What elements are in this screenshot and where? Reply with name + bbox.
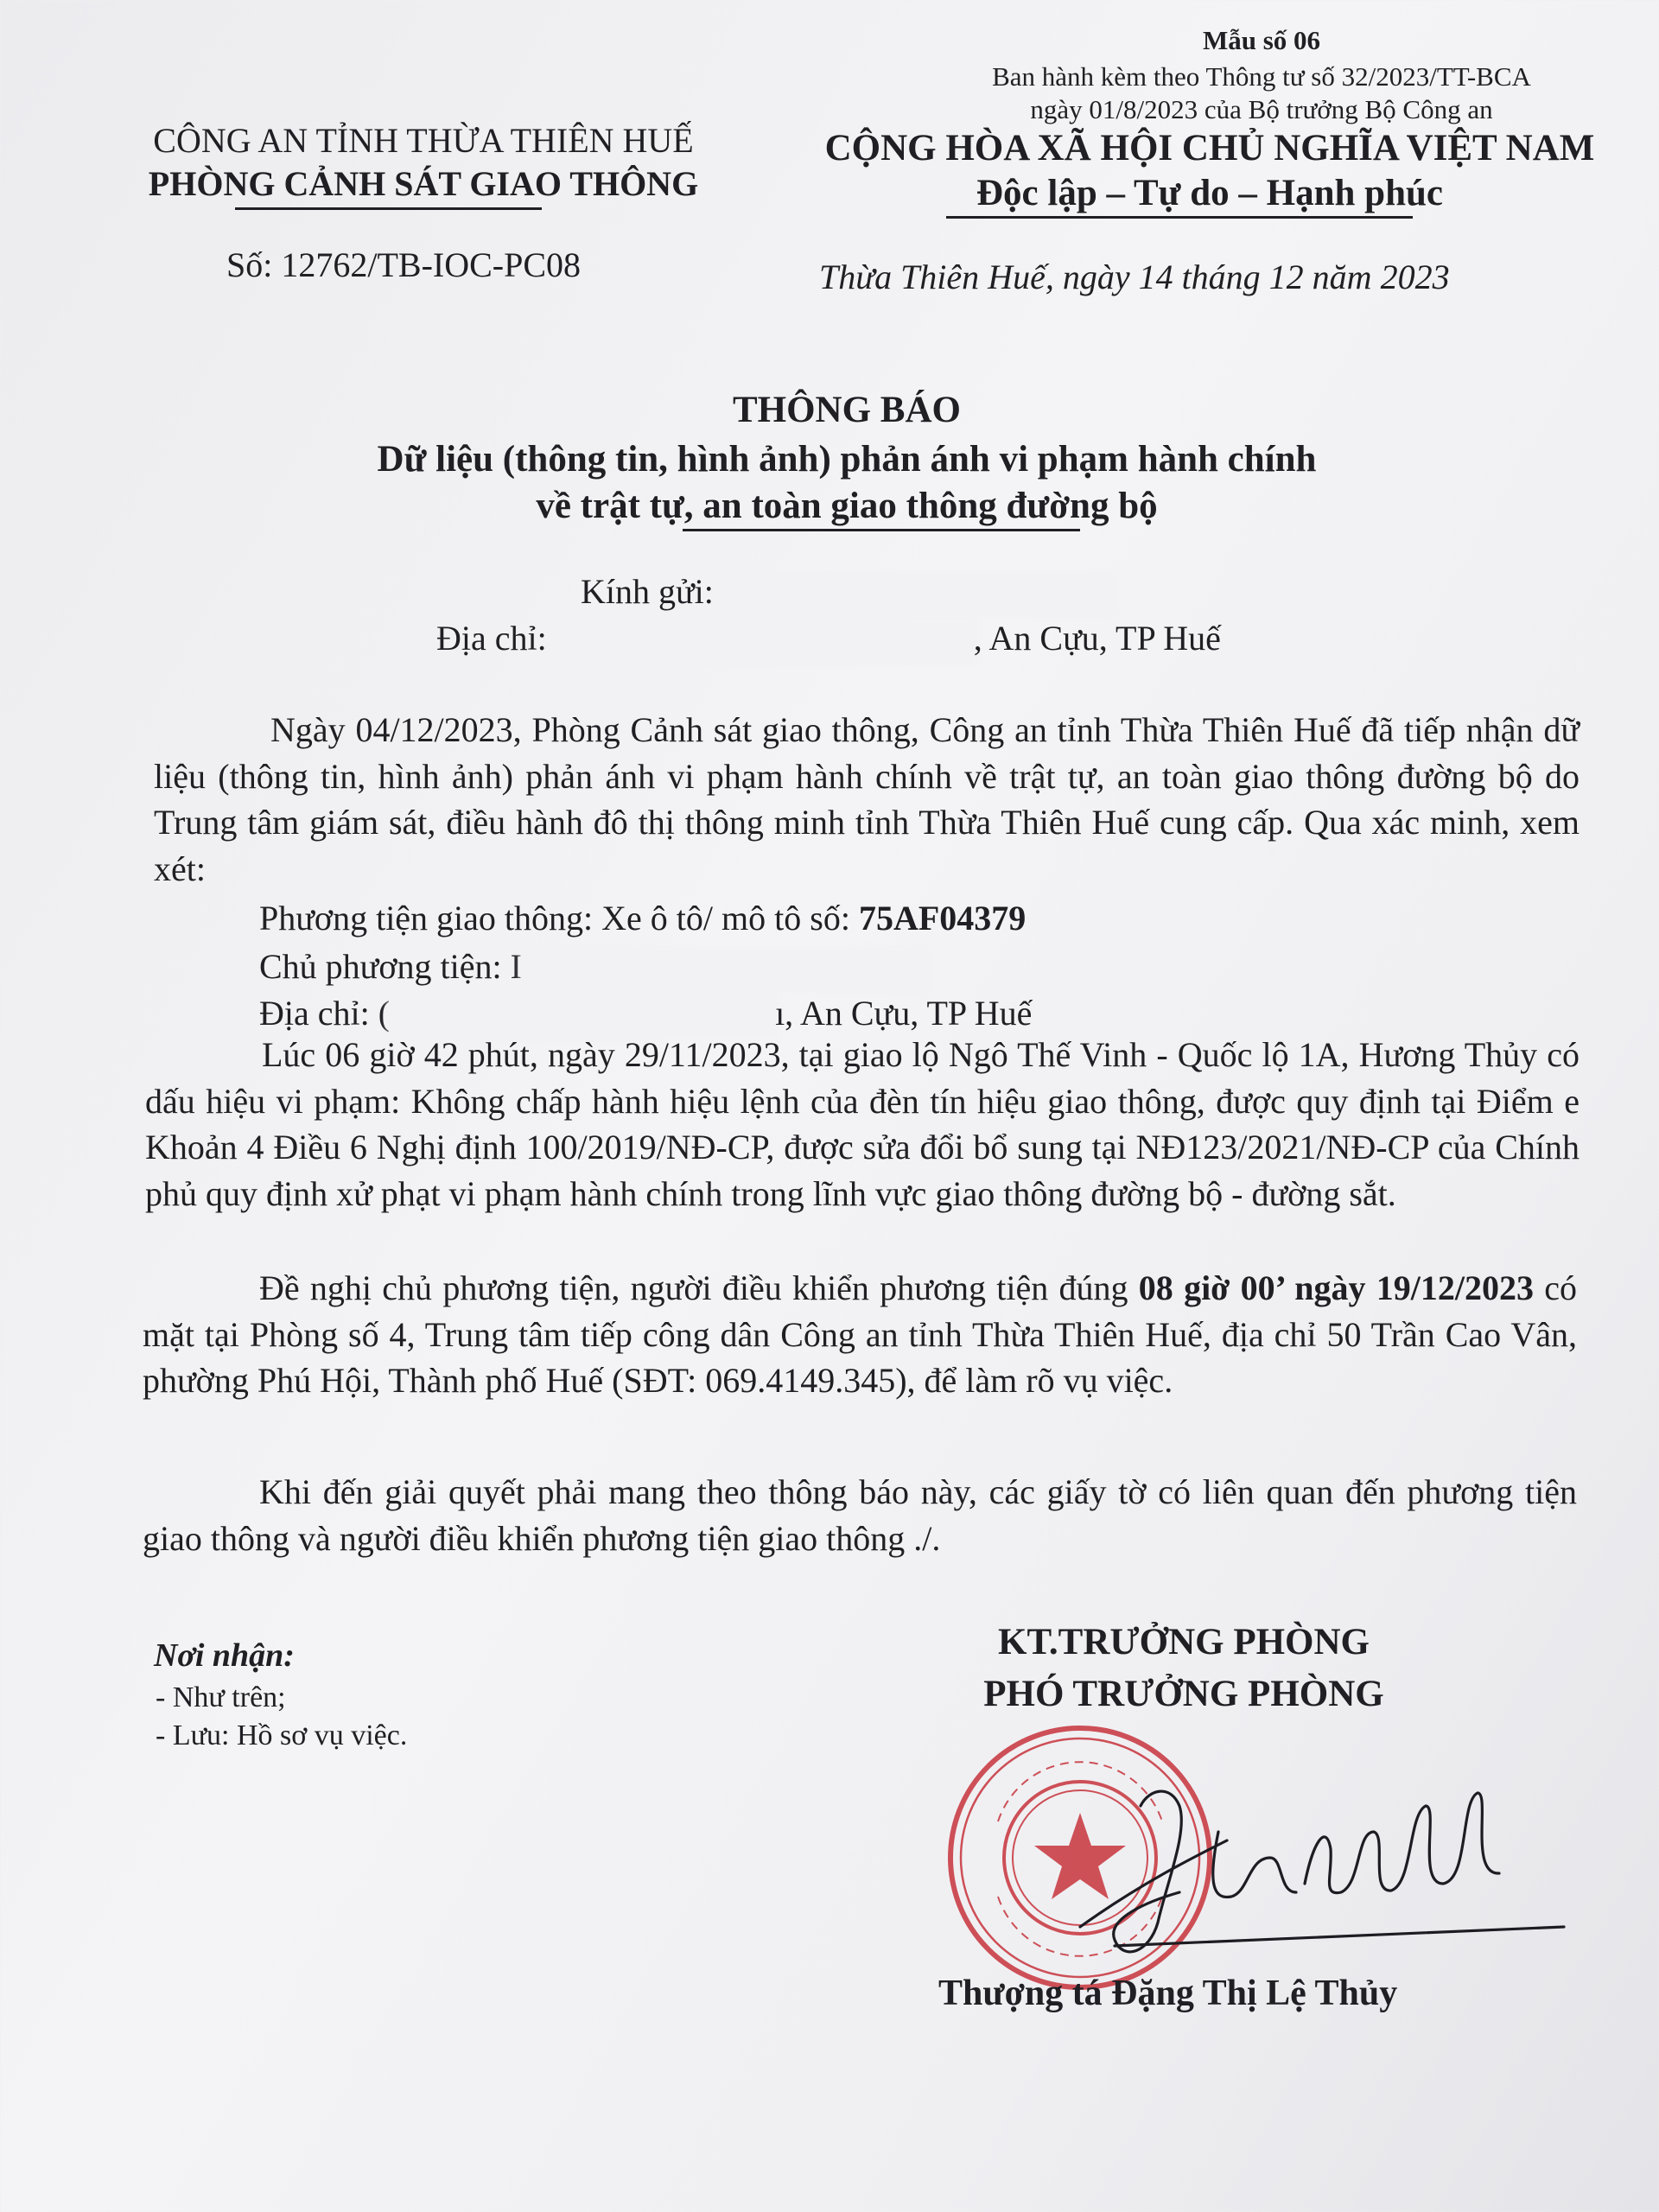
recipient-item: - Như trên; (156, 1681, 286, 1713)
redacted-name (731, 578, 1111, 613)
vehicle-label: Phương tiện giao thông: Xe ô tô/ mô tô số: (259, 899, 859, 938)
license-plate: 75AF04379 (858, 899, 1027, 938)
agency-underline (235, 207, 542, 210)
violation-text: Lúc 06 giờ 42 phút, ngày 29/11/2023, tại giao lộ Ngô Thế Vinh - Quốc lộ 1A, Hương Thủy có dấu hiệu vi phạm: Không chấp hành hiệu lệnh của đèn tín hiệu giao thông, được quy định tại Điểm e Khoản 4 Điều 6 Nghị định 100/2019/NĐ-CP, được sửa đổi bổ sung tại NĐ123/2021/NĐ-CP của Chính phủ quy định xử phạt vi phạm hành chính trong lĩnh vực giao thông đường bộ - đường sắt. (145, 1035, 1580, 1213)
form-note-line1: Ban hành kèm theo Thông tư số 32/2023/TT-BCA (992, 61, 1531, 92)
signature-title-1: KT.TRƯỞNG PHÒNG (998, 1622, 1370, 1662)
address-suffix: , An Cựu, TP Huế (973, 619, 1221, 658)
notice-subtitle-2: về trật tự, an toàn giao thông đường bộ (536, 486, 1158, 526)
address-line (436, 615, 1221, 661)
document-number: Số: 12762/TB-IOC-PC08 (226, 245, 582, 284)
owner-address-line (259, 990, 1032, 1036)
agency-parent: CÔNG AN TỈNH THỪA THIÊN HUẾ (153, 121, 694, 160)
intro-paragraph (154, 707, 1580, 892)
closing-paragraph (143, 1469, 1577, 1561)
request-text (143, 1265, 1577, 1404)
request-pre: Đề nghị chủ phương tiện, người điều khiển phương tiện đúng (259, 1268, 1139, 1307)
addressee-label: Kính gửi: (581, 572, 714, 611)
closing-text: Khi đến giải quyết phải mang theo thông báo này, các giấy tờ có liên quan đến phương tiện giao thông và người điều khiển phương tiện giao thông ./. (143, 1472, 1577, 1558)
address-label: Địa chỉ: (436, 619, 547, 658)
notice-subtitle-1: Dữ liệu (thông tin, hình ảnh) phản ánh vi phạm hành chính (377, 439, 1317, 480)
notice-title: THÔNG BÁO (732, 390, 961, 430)
addressee-line (581, 569, 1111, 614)
nation-name: CỘNG HÒA XÃ HỘI CHỦ NGHĨA VIỆT NAM (824, 128, 1595, 168)
violation-paragraph (145, 1032, 1580, 1217)
request-time: 08 giờ 00’ ngày 19/12/2023 (1138, 1268, 1534, 1307)
request-post: có mặt tại Phòng số 4, Trung tâm tiếp công dân Công an tỉnh Thừa Thiên Huế, địa chỉ 50 Trần Cao Vân, phường Phú Hội, Thành phố Huế (SĐT: 069.4149.345), để làm rõ vụ việc. (143, 1268, 1577, 1400)
handwritten-signature (1020, 1754, 1581, 1979)
redacted-owner-address (395, 1000, 775, 1034)
redacted-address (568, 625, 974, 659)
place-date: Thừa Thiên Huế, ngày 14 tháng 12 năm 2023 (819, 257, 1450, 296)
title-underline (683, 529, 1080, 531)
request-paragraph (143, 1265, 1577, 1404)
recipients-title: Nơi nhận: (154, 1637, 295, 1674)
owner-line (259, 944, 925, 989)
owner-address-suffix: ı, An Cựu, TP Huế (775, 994, 1033, 1033)
form-note-line2: ngày 01/8/2023 của Bộ trưởng Bộ Công an (1030, 94, 1493, 124)
signer-name: Thượng tá Đặng Thị Lệ Thủy (938, 1974, 1398, 2013)
motto-underline (946, 216, 1413, 219)
nation-motto: Độc lập – Tự do – Hạnh phúc (976, 173, 1443, 213)
owner-fragment: I (510, 947, 522, 986)
owner-address-label: Địa chỉ: (259, 994, 378, 1033)
agency-name: PHÒNG CẢNH SÁT GIAO THÔNG (148, 164, 699, 203)
intro-text: Ngày 04/12/2023, Phòng Cảnh sát giao thông, Công an tỉnh Thừa Thiên Huế đã tiếp nhận dữ liệu (thông tin, hình ảnh) phản ánh vi phạm hành chính về trật tự, an toàn giao thông đường bộ do Trung tâm giám sát, điều hành đô thị thông minh tỉnh Thừa Thiên Huế cung cấp. Qua xác minh, xem xét: (154, 710, 1580, 888)
owner-address-fragment: ( (378, 994, 391, 1033)
signature-title-2: PHÓ TRƯỞNG PHÒNG (983, 1674, 1384, 1714)
form-number: Mẫu số 06 (1202, 25, 1321, 55)
owner-label: Chủ phương tiện: (259, 947, 511, 986)
recipient-item: - Lưu: Hồ sơ vụ việc. (156, 1719, 408, 1751)
vehicle-line (259, 895, 1026, 941)
redacted-owner (527, 953, 925, 988)
